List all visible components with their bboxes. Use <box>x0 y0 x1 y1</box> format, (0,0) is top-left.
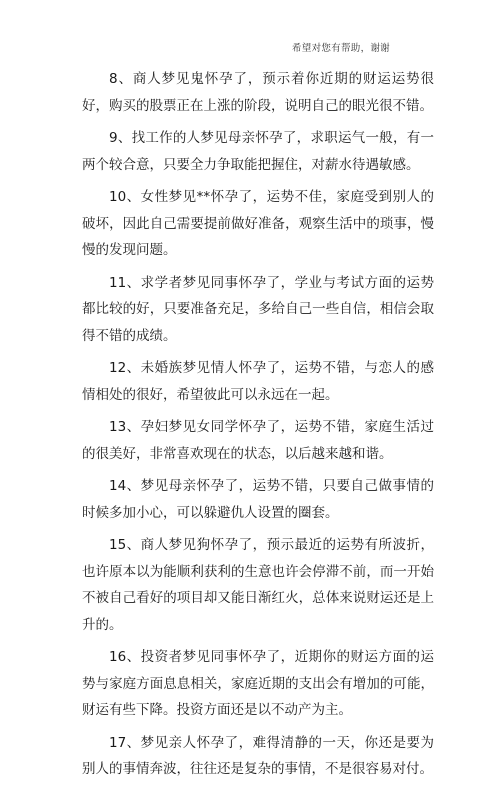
paragraph-15: 15、商人梦见狗怀孕了，预示最近的运势有所波折，也许原本以为能顺利获利的生意也许会停滞不前，而一开始不被自己看好的项目却又能日渐红火，总体来说财运还是上升的。 <box>82 537 434 633</box>
header-note: 希望对您有帮助，谢谢 <box>291 43 390 54</box>
paragraph-10: 10、女性梦见**怀孕了，运势不佳，家庭受到别人的破坏，因此自己需要提前做好准备，观察生活中的琐事，慢慢的发现问题。 <box>82 188 434 259</box>
paragraph-11: 11、求学者梦见同事怀孕了，学业与考试方面的运势都比较的好，只要准备充足，多给自己一些自信，相信会取得不错的成绩。 <box>82 274 434 344</box>
paragraph-14: 14、梦见母亲怀孕了，运势不错，只要自己做事情的时候多加小心，可以躲避仇人设置的圈套。 <box>82 478 434 521</box>
paragraph-13: 13、孕妇梦见女同学怀孕了，运势不错，家庭生活过的很美好，非常喜欢现在的状态，以后越来越和谐。 <box>82 419 434 462</box>
paragraph-9: 9、找工作的人梦见母亲怀孕了，求职运气一般，有一两个较合意，只要全力争取能把握住，对薪水待遇敏感。 <box>82 129 434 173</box>
paragraph-8: 8、商人梦见鬼怀孕了，预示着你近期的财运运势很好，购买的股票正在上涨的阶段，说明自己的眼光很不错。 <box>82 71 434 114</box>
document-body <box>82 66 434 789</box>
paragraph-17: 17、梦见亲人怀孕了，难得清静的一天，你还是要为别人的事情奔波，往往还是复杂的事情，不是很容易对付。 <box>82 734 434 778</box>
paragraph-12: 12、未婚族梦见情人怀孕了，运势不错，与恋人的感情相处的很好，希望彼此可以永远在一起。 <box>82 360 434 403</box>
paragraph-16: 16、投资者梦见同事怀孕了，近期你的财运方面的运势与家庭方面息息相关，家庭近期的支出会有增加的可能，财运有些下降。投资方面还是以不动产为主。 <box>82 649 434 719</box>
